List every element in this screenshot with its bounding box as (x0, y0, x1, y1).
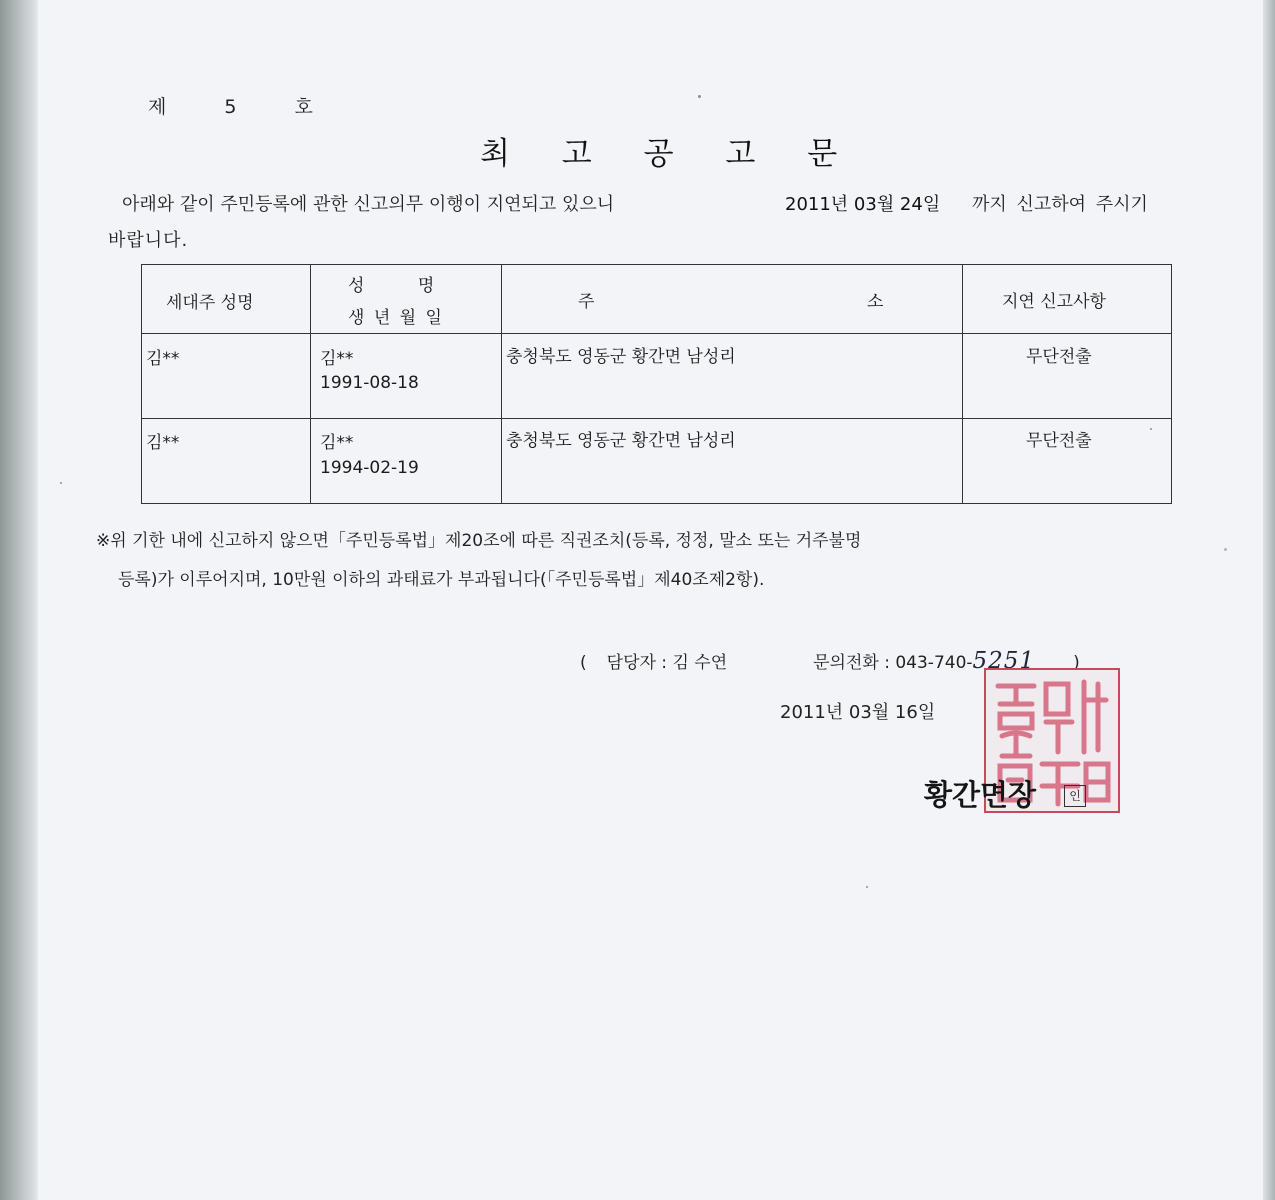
row1-address: 충청북도 영동군 황간면 남성리 (506, 347, 736, 367)
phone-prefix: 043-740- (895, 653, 973, 673)
intro-text-line1: 아래와 같이 주민등록에 관한 신고의무 이행이 지연되고 있으니 (122, 194, 615, 215)
document-number: 제 5 호 (148, 96, 313, 118)
issue-date: 2011년 03월 16일 (780, 702, 936, 723)
table-row-divider (142, 418, 1171, 419)
scan-edge-left (0, 0, 40, 1200)
contact-close-paren: ) (1073, 653, 1080, 673)
row2-householder: 김** (146, 433, 180, 453)
phone-handwritten-number: 5251 (972, 648, 1036, 674)
row2-name: 김** (320, 433, 354, 453)
contact-open-paren: ( (580, 653, 587, 673)
scan-speck (866, 886, 868, 888)
header-address-left: 주 (578, 292, 595, 312)
row1-report: 무단전출 (1026, 347, 1092, 367)
header-address-right: 소 (867, 292, 884, 312)
header-delayed-report: 지연 신고사항 (1002, 292, 1106, 312)
delinquent-report-table (141, 264, 1172, 504)
intro-text-line1-end: 까지 신고하여 주시기 (972, 194, 1148, 215)
row2-address: 충청북도 영동군 황간면 남성리 (506, 431, 736, 451)
contact-person: 담당자 : 김 수연 (606, 653, 728, 673)
row2-report: 무단전출 (1026, 431, 1092, 451)
table-column-divider (501, 265, 502, 503)
scan-speck (60, 482, 62, 484)
phone-label: 문의전화 : (813, 653, 890, 673)
row2-birth-date: 1994-02-19 (320, 458, 419, 478)
notice-text-line1: ※위 기한 내에 신고하지 않으면「주민등록법」제20조에 따른 직권조치(등록, 정정, 말소 또는 거주불명 (96, 531, 862, 551)
notice-text-line2: 등록)가 이루어지며, 10만원 이하의 과태료가 부과됩니다(「주민등록법」제40조제2항). (118, 570, 765, 590)
table-row-divider (142, 333, 1171, 334)
scan-edge-right (1261, 0, 1275, 1200)
deadline-date: 2011년 03월 24일 (785, 194, 941, 215)
header-birth-date: 생 년 월 일 (348, 308, 444, 328)
row1-birth-date: 1991-08-18 (320, 373, 419, 393)
document-page (38, 0, 1263, 1200)
seal-mark-box: 인 (1064, 785, 1086, 807)
header-householder-name: 세대주 성명 (166, 293, 254, 313)
intro-text-line2: 바랍니다. (108, 230, 189, 251)
scan-speck (1150, 428, 1152, 430)
table-column-divider (962, 265, 963, 503)
scan-speck (1224, 548, 1227, 551)
row1-name: 김** (320, 349, 354, 369)
scan-speck (698, 95, 701, 98)
table-column-divider (310, 265, 311, 503)
row1-householder: 김** (146, 349, 180, 369)
header-name: 성 명 (348, 276, 438, 296)
document-title: 최 고 공 고 문 (480, 136, 840, 172)
issuer-title: 황간면장 (924, 778, 1037, 812)
